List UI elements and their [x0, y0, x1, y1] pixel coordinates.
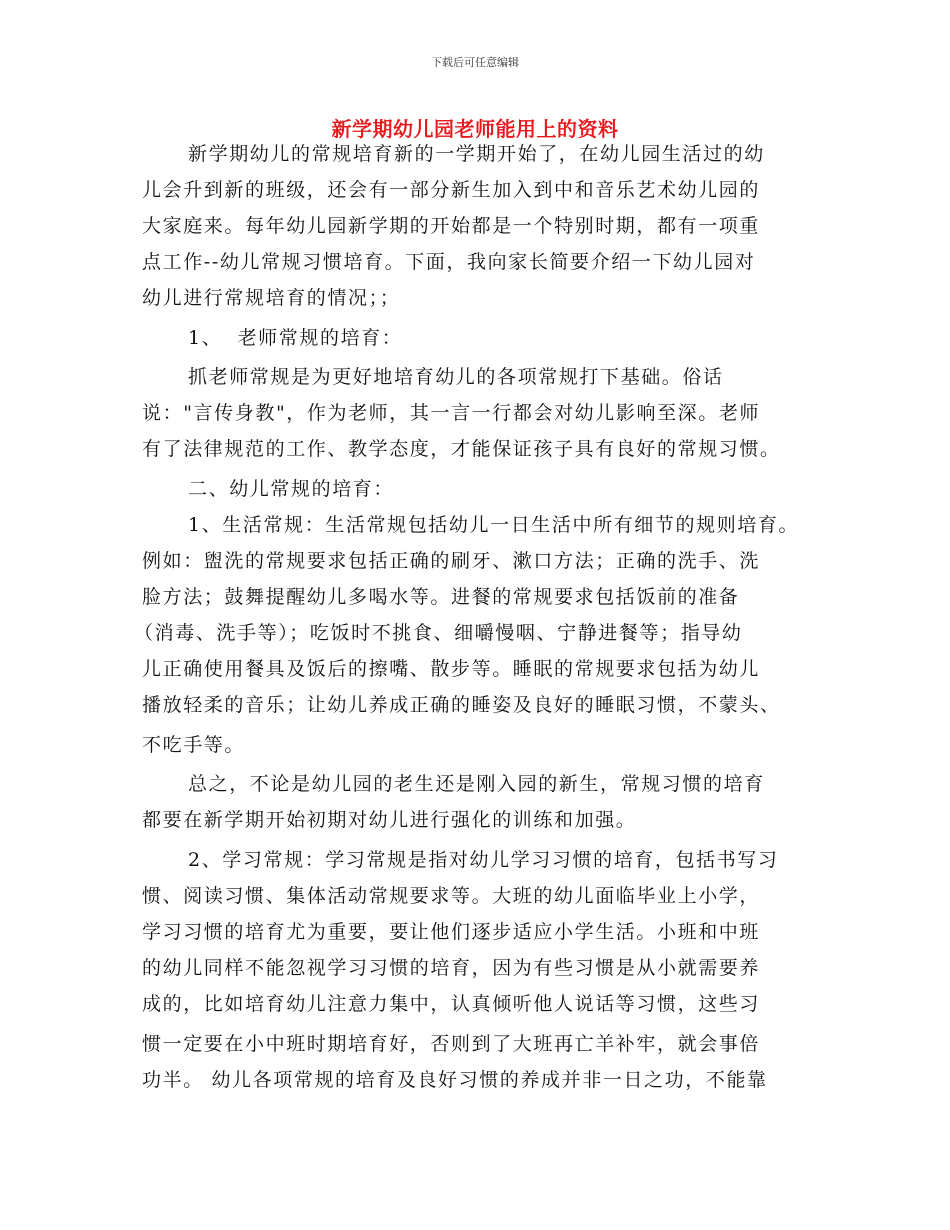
body-line: 抓老师常规是为更好地培育幼儿的各项常规打下基础。俗话 — [188, 366, 724, 388]
body-line: 学习习惯的培育尤为重要，要让他们逐步适应小学生活。小班和中班 — [142, 921, 761, 943]
body-line: 2、学习常规：学习常规是指对幼儿学习习惯的培育，包括书写习 — [188, 849, 779, 871]
body-line: 新学期幼儿的常规培育新的一学期开始了，在幼儿园生活过的幼 — [188, 143, 765, 165]
body-line: 儿会升到新的班级，还会有一部分新生加入到中和音乐艺术幼儿园的 — [142, 179, 761, 201]
section-heading: 二、幼儿常规的培育： — [188, 478, 395, 500]
body-line: 惯、阅读习惯、集体活动常规要求等。大班的幼儿面临毕业上小学， — [142, 885, 761, 907]
body-line: 惯一定要在小中班时期培育好，否则到了大班再亡羊补牢，就会事倍 — [142, 1033, 761, 1055]
body-line: 不吃手等。 — [142, 734, 246, 756]
header-note: 下载后可任意编辑 — [431, 56, 519, 69]
body-line: 说："言传身教"，作为老师，其一言一行都会对幼儿影响至深。老师 — [142, 402, 761, 424]
body-line: 点工作--幼儿常规习惯培育。下面，我向家长简要介绍一下幼儿园对 — [142, 251, 756, 273]
body-line: 例如：盥洗的常规要求包括正确的刷牙、漱口方法；正确的洗手、洗 — [142, 550, 761, 572]
body-line: 播放轻柔的音乐；让幼儿养成正确的睡姿及良好的睡眠习惯，不蒙头、 — [142, 694, 781, 716]
document-title: 新学期幼儿园老师能用上的资料 — [331, 117, 619, 141]
body-line: 大家庭来。每年幼儿园新学期的开始都是一个特别时期，都有一项重 — [142, 215, 761, 237]
section-heading: 1、 老师常规的培育： — [188, 327, 403, 349]
body-line: 都要在新学期开始初期对幼儿进行强化的训练和加强。 — [142, 809, 637, 831]
body-line: 脸方法；鼓舞提醒幼儿多喝水等。进餐的常规要求包括饭前的准备 — [142, 586, 740, 608]
body-line: 幼儿进行常规培育的情况；； — [142, 287, 401, 309]
body-line: （消毒、洗手等）；吃饭时不挑食、细嚼慢咽、宁静进餐等；指导幼 — [134, 622, 743, 644]
body-line: 有了法律规范的工作、教学态度，才能保证孩子具有良好的常规习惯。 — [142, 438, 781, 460]
body-line: 儿正确使用餐具及饭后的擦嘴、散步等。睡眠的常规要求包括为幼儿 — [142, 658, 761, 680]
body-line: 1、生活常规：生活常规包括幼儿一日生活中所有细节的规则培育。 — [188, 514, 800, 536]
body-line: 总之，不论是幼儿园的老生还是刚入园的新生，常规习惯的培育 — [188, 773, 765, 795]
body-line: 成的，比如培育幼儿注意力集中，认真倾听他人说话等习惯，这些习 — [142, 993, 761, 1015]
body-line: 的幼儿同样不能忽视学习习惯的培育，因为有些习惯是从小就需要养 — [142, 957, 761, 979]
body-line: 功半。 幼儿各项常规的培育及良好习惯的养成并非一日之功，不能靠 — [142, 1069, 768, 1091]
